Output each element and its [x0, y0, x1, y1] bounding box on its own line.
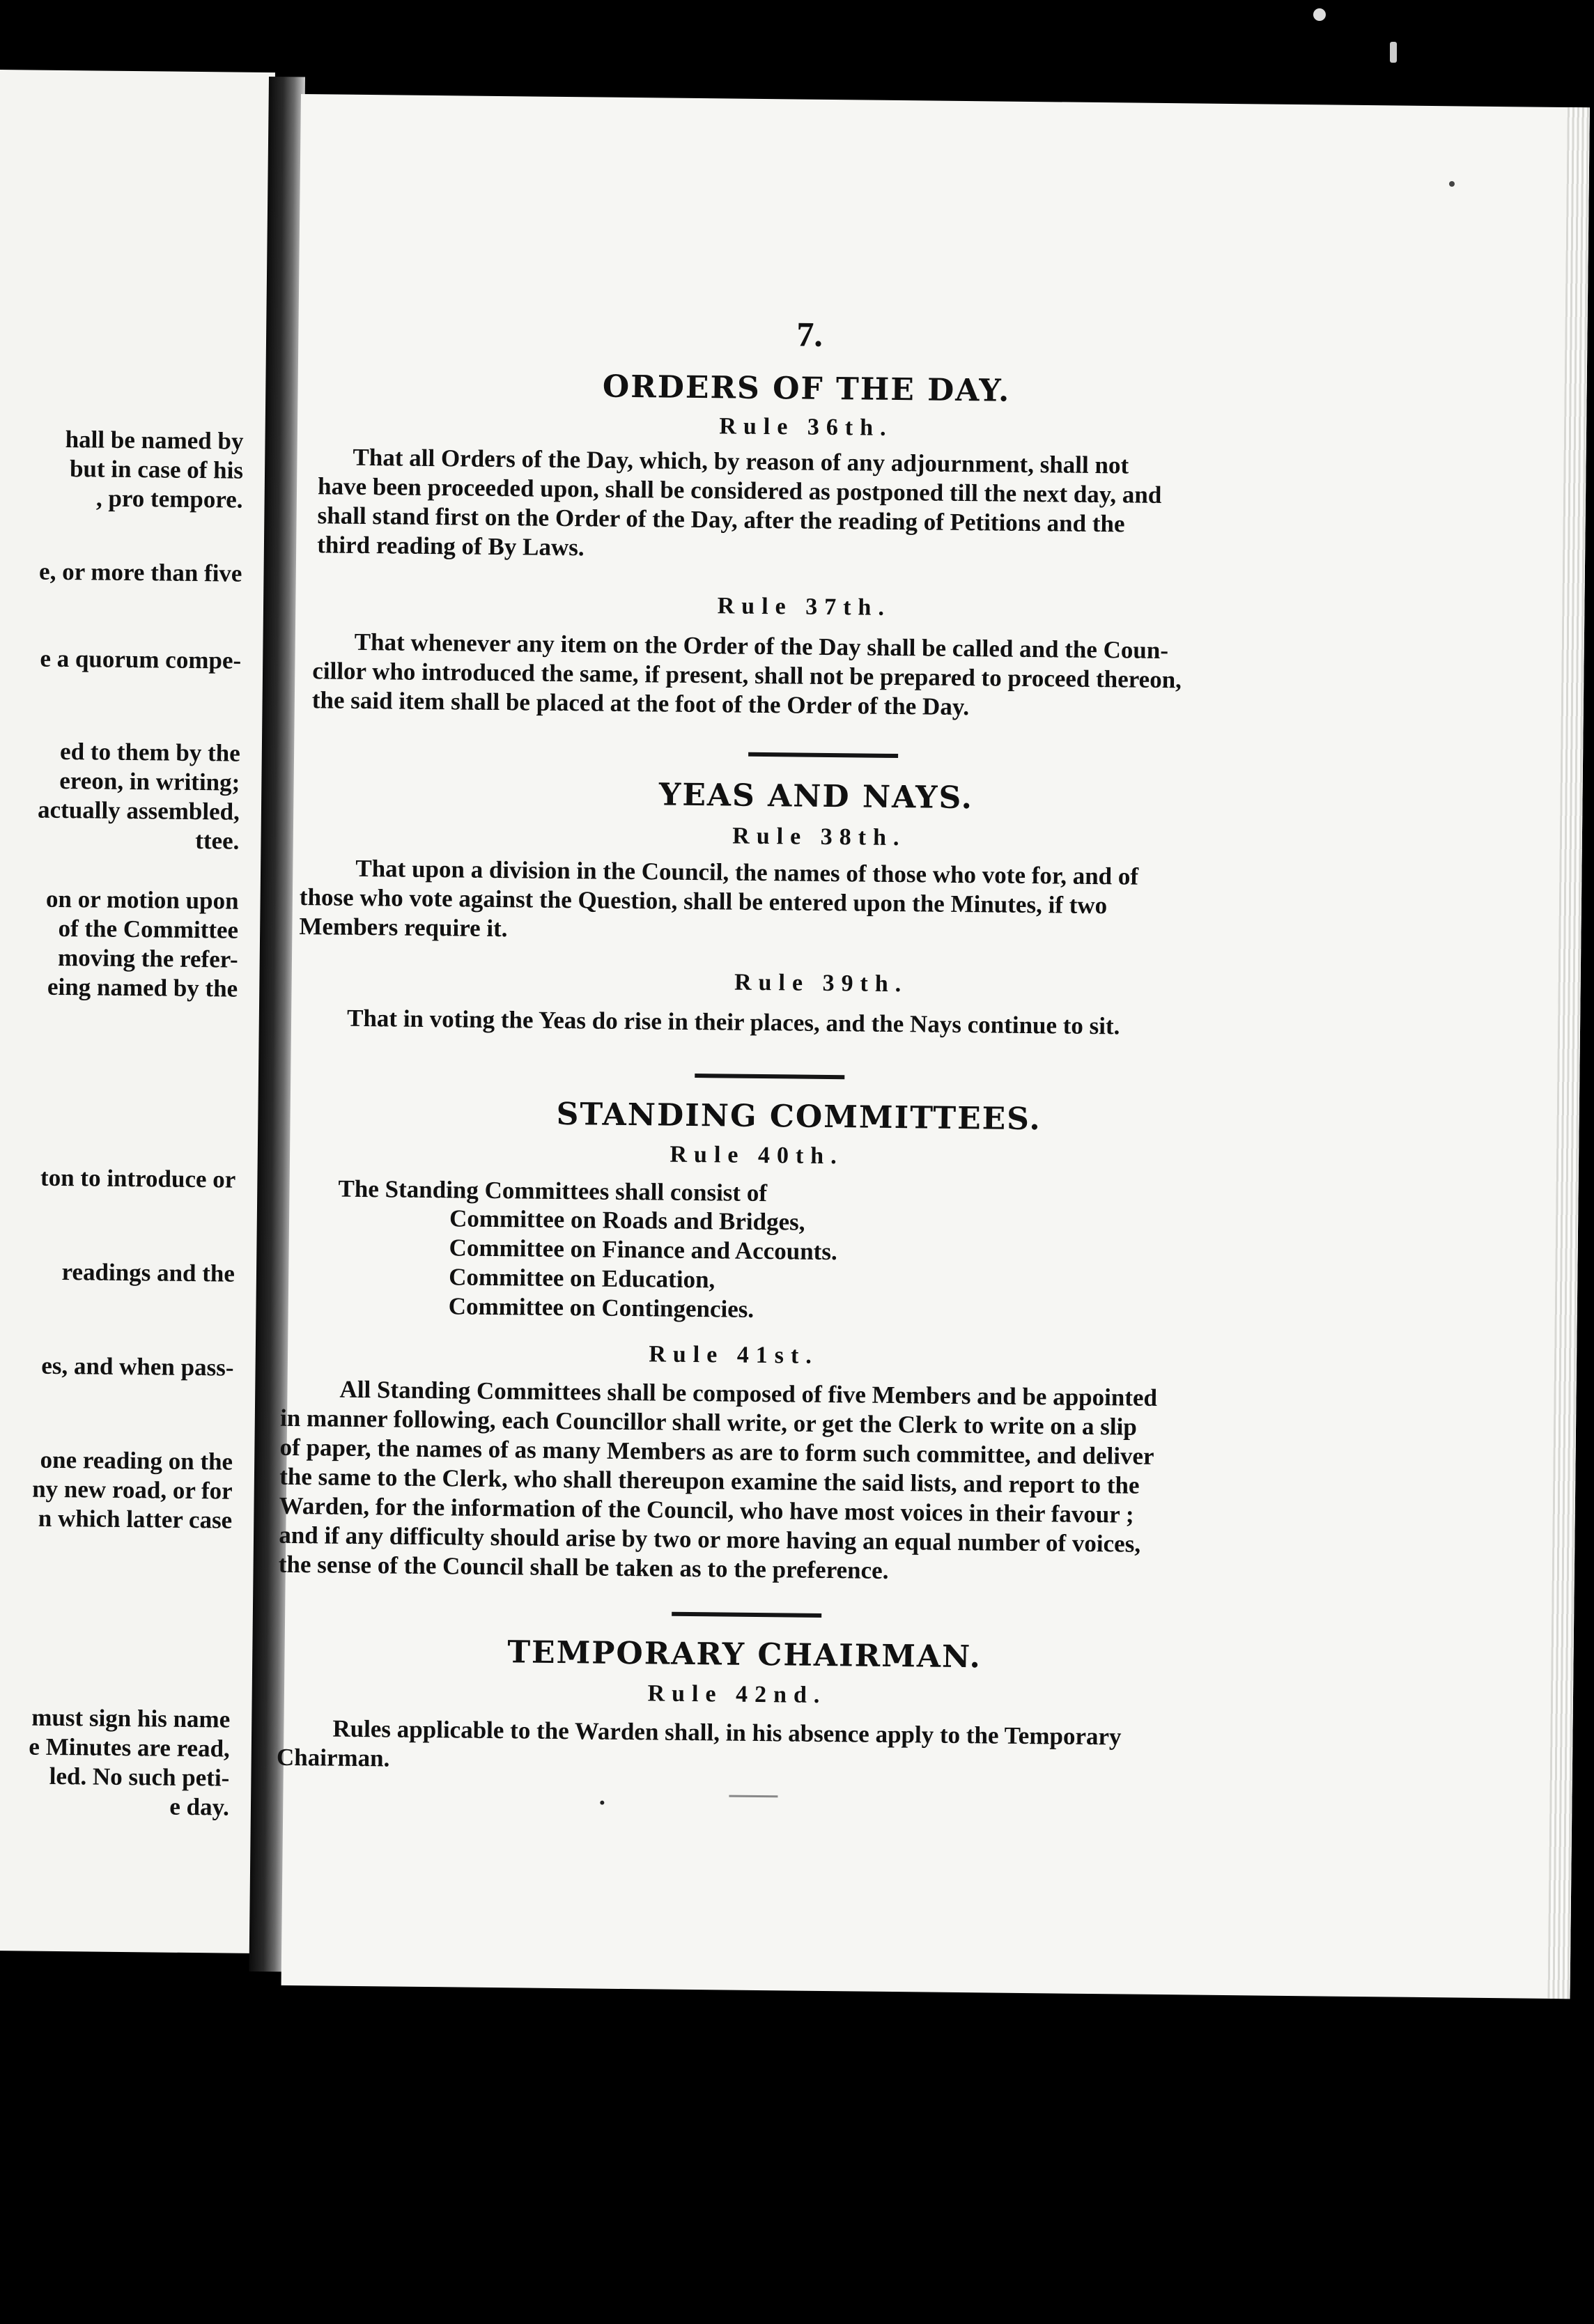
- left-line: ereon, in writing;: [59, 766, 240, 796]
- text-line: the sense of the Council shall be taken as to the preference.: [278, 1550, 889, 1584]
- left-line: moving the refer-: [57, 943, 238, 973]
- text-line: The Standing Committees shall consist of: [338, 1175, 768, 1207]
- text-line: Rules applicable to the Warden shall, in his absence apply to the Temporary: [332, 1714, 1122, 1751]
- section-divider: [672, 1612, 821, 1618]
- rule-label: Rule 37th.: [717, 593, 892, 621]
- left-line: hall be named by: [65, 426, 244, 455]
- text-line: That in voting the Yeas do rise in their places, and the Nays continue to sit.: [346, 1004, 1120, 1040]
- text-line: and if any difficulty should arise by two or more having an equal number of voices,: [279, 1521, 1141, 1558]
- left-line: eing named by the: [47, 973, 238, 1002]
- rule-label: Rule 39th.: [734, 969, 908, 998]
- left-line: of the Committee: [58, 914, 239, 944]
- closing-divider: [729, 1795, 777, 1798]
- left-line: ed to them by the: [59, 737, 240, 767]
- committee-item: Committee on Education,: [449, 1263, 715, 1294]
- rule-36-text: [317, 442, 1308, 570]
- text-line: Members require it.: [299, 913, 508, 943]
- section-heading-yeas: YEAS AND NAYS.: [658, 777, 974, 816]
- text-line: Chairman.: [276, 1743, 390, 1772]
- rule-label: Rule 41st.: [649, 1341, 819, 1369]
- text-line: in manner following, each Councillor shall write, or get the Clerk to write on a slip: [279, 1404, 1138, 1441]
- committee-item: Committee on Contingencies.: [448, 1292, 755, 1323]
- rule-label: Rule 40th.: [670, 1141, 844, 1170]
- left-line: readings and the: [61, 1258, 235, 1287]
- corner-speck: [1313, 8, 1326, 21]
- rule-37-text: [312, 627, 1302, 725]
- left-line: e a quorum compe-: [40, 644, 242, 674]
- text-line: shall stand first on the Order of the Day, after the reading of Petitions and the: [317, 502, 1125, 538]
- rule-40-intro: [338, 1175, 965, 1210]
- left-line: e Minutes are read,: [29, 1733, 230, 1763]
- text-line: All Standing Committees shall be composed of five Members and be appointed: [339, 1375, 1158, 1411]
- rule-label: Rule 38th.: [732, 823, 906, 851]
- page-number: 7.: [796, 314, 823, 354]
- text-line: That upon a division in the Council, the names of those who vote for, and of: [355, 854, 1139, 890]
- left-line: led. No such peti-: [49, 1762, 230, 1792]
- committee-item: Committee on Finance and Accounts.: [449, 1234, 837, 1266]
- left-line: e day.: [169, 1792, 230, 1821]
- text-line: have been proceeded upon, shall be considered as postponed till the next day, and: [317, 472, 1162, 509]
- corner-speck: [1390, 42, 1397, 63]
- left-page-text: [0, 70, 247, 1821]
- left-line: ny new road, or for: [32, 1475, 233, 1505]
- left-line: , pro tempore.: [95, 484, 243, 513]
- rule-label: Rule 36th.: [719, 413, 893, 441]
- section-heading-orders: ORDERS OF THE DAY.: [602, 369, 1011, 409]
- rule-label: Rule 42nd.: [647, 1680, 827, 1709]
- text-line: the said item shall be placed at the foot of the Order of the Day.: [311, 686, 970, 721]
- ink-speck: [1449, 181, 1455, 187]
- rule-39-text: [347, 1004, 1294, 1043]
- left-line: n which latter case: [38, 1504, 233, 1534]
- left-page: [0, 70, 275, 1953]
- page-content: [276, 94, 1590, 1999]
- section-heading-standing: STANDING COMMITTEES.: [556, 1096, 1042, 1138]
- left-line: ttee.: [195, 826, 240, 855]
- left-line: one reading on the: [40, 1446, 233, 1475]
- section-heading-temporary: TEMPORARY CHAIRMAN.: [507, 1634, 982, 1675]
- rule-41-text: [279, 1374, 1298, 1590]
- text-line: third reading of By Laws.: [317, 531, 585, 561]
- rule-42-text: [277, 1714, 1294, 1783]
- text-line: those who vote against the Question, shall be entered upon the Minutes, if two: [299, 883, 1108, 920]
- left-line: must sign his name: [31, 1703, 231, 1733]
- left-line: actually assembled,: [37, 796, 240, 826]
- ink-speck: [600, 1801, 604, 1805]
- right-page: [276, 94, 1590, 1999]
- left-line: but in case of his: [69, 455, 244, 484]
- section-divider: [748, 752, 898, 758]
- committee-item: Committee on Roads and Bridges,: [449, 1204, 805, 1236]
- left-line: on or motion upon: [45, 885, 239, 915]
- left-line: es, and when pass-: [41, 1351, 234, 1381]
- text-line: Warden, for the information of the Council, who have most voices in their favour ;: [279, 1492, 1134, 1528]
- text-line: cillor who introduced the same, if present, shall not be prepared to proceed thereon,: [312, 657, 1182, 694]
- left-line: ton to introduce or: [40, 1163, 236, 1193]
- text-line: That all Orders of the Day, which, by reason of any adjournment, shall not: [353, 443, 1129, 479]
- text-line: the same to the Clerk, who shall thereupon examine the said lists, and report to the: [279, 1462, 1140, 1499]
- left-line: e, or more than five: [38, 557, 242, 587]
- text-line: of paper, the names of as many Members as are to form such committee, and deliver: [279, 1433, 1154, 1470]
- text-line: That whenever any item on the Order of the Day shall be called and the Coun-: [354, 628, 1169, 665]
- section-divider: [695, 1074, 844, 1079]
- rule-38-text: [299, 853, 1303, 952]
